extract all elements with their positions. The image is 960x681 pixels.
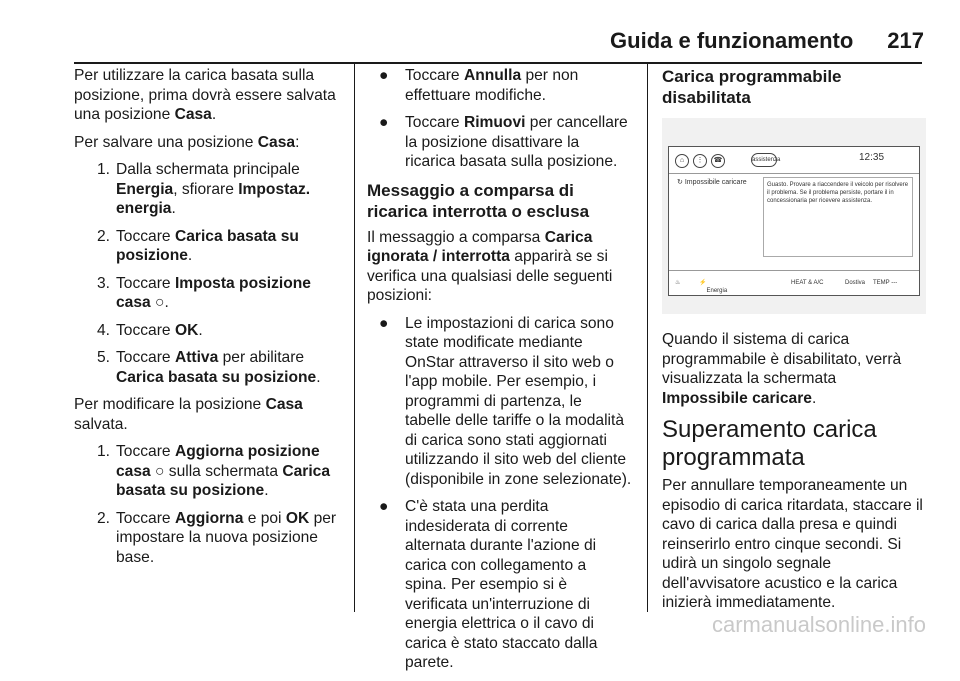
popup-paragraph: Il messaggio a comparsa Carica ignorata / interrotta apparirà se si verifica una qualsiasi delle seguenti posizioni: — [367, 228, 613, 304]
disabled-paragraph: Quando il sistema di carica programmabile è disabilitato, verrà visualizzata la schermata Impossibile caricare. — [662, 331, 902, 407]
header-rule — [74, 62, 922, 64]
modify-steps — [74, 442, 344, 567]
status-label: ↻ Impossibile caricare — [677, 179, 747, 186]
list-item: ● Toccare Annulla per non effettuare modifiche. — [379, 67, 579, 104]
save-intro: Per salvare una posizione Casa: — [74, 133, 300, 151]
infotainment-screenshot — [662, 118, 926, 314]
apps-icon: ⋮ — [693, 154, 707, 168]
list-item: 2. Toccare Aggiorna e poi OK per impostare la nuova posizione base. — [96, 509, 337, 566]
home-icon: ⌂ — [675, 154, 689, 168]
section-heading: Messaggio a comparsa di ricarica interrotta o esclusa — [367, 180, 590, 221]
column-divider — [354, 64, 355, 612]
chapter-title: Guida e funzionamento — [610, 28, 854, 53]
clock: 12:35 — [859, 152, 885, 163]
bullet-list — [367, 314, 632, 673]
column-3 — [662, 66, 926, 621]
modify-intro: Per modificare la posizione Casa salvata. — [74, 396, 303, 433]
override-paragraph: Per annullare temporaneamente un episodio di carica ritardata, staccare il cavo di carica dalla presa e quindi reinserirlo entro cinque secondi. Si udirà un singolo segnale dell'avvisatore acustico e la carica inizierà immediatamente. — [662, 477, 923, 611]
list-item: 4. Toccare OK. — [96, 321, 203, 339]
temp-label: TEMP --- — [873, 280, 898, 286]
phone-icon: ☎ — [711, 154, 725, 168]
list-item: 1. Toccare Aggiorna posizione casa ○ sulla schermata Carica basata su posizione. — [96, 443, 331, 499]
intro-paragraph: Per utilizzare la carica basata sulla posizione, prima dovrà essere salvata una posizione Casa. — [74, 67, 336, 123]
list-item: 1. Dalla schermata principale Energia, sfiorare Impostaz. energia. — [96, 161, 311, 217]
column-1 — [74, 66, 344, 575]
list-item: 2. Toccare Carica basata su posizione. — [96, 227, 299, 264]
list-item: ● Toccare Rimuovi per cancellare la posizione disattivare la ricarica basata sulla posizione. — [379, 114, 628, 170]
list-item: 3. Toccare Imposta posizione casa ○. — [96, 274, 311, 311]
source-label: Dostiva — [845, 280, 866, 286]
save-steps — [74, 160, 344, 387]
page-number: 217 — [887, 28, 924, 53]
column-2 — [367, 66, 632, 681]
list-item: 5. Toccare Attiva per abilitare Carica basata su posizione. — [96, 349, 321, 386]
bullet-list — [367, 66, 632, 172]
error-message: Guasto. Provare a riaccendere il veicolo per risolvere il problema. Se il problema persiste, portare il in concessionaria per ricevere assistenza. — [763, 177, 913, 257]
list-item: ● C'è stata una perdita indesiderata di corrente alternata durante l'azione di carica con collegamento a spina. Per esempio si è verificata un'interruzione di energia elettrica o il cavo di carica è stato staccato dalla parete. — [379, 498, 598, 671]
watermark: carmanualsonline.info — [711, 612, 926, 637]
heat-label: HEAT & A/C — [791, 280, 824, 286]
assist-button: assistenza — [751, 153, 777, 167]
page-header — [610, 28, 924, 54]
seat-icon: ♨ — [675, 280, 681, 286]
section-heading: Carica programmabile disabilitata — [662, 67, 842, 107]
energy-label: ⚡ Energia — [699, 280, 728, 294]
section-title: Superamento carica programmata — [662, 416, 877, 471]
list-item: ● Le impostazioni di carica sono state modificate mediante OnStar attraverso il sito web o l'app mobile. Per esempio, i programmi di partenza, le tabelle delle tariffe o la modalità di carica sono stati aggiornati utilizzando il sito web del cliente (disponibile in zone selezionate). — [379, 314, 632, 488]
column-divider — [647, 64, 648, 612]
